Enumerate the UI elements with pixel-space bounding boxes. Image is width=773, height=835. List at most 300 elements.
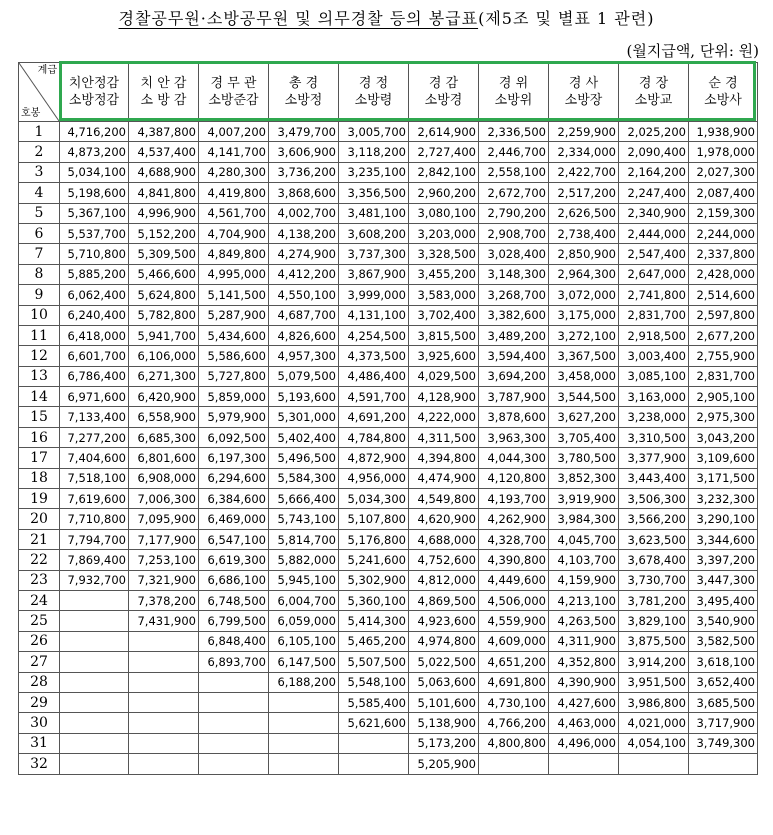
salary-cell: 4,103,700	[549, 550, 619, 570]
salary-cell: 3,118,200	[339, 142, 409, 162]
table-row	[19, 223, 758, 243]
salary-cell: 3,705,400	[549, 427, 619, 447]
step-number: 13	[19, 366, 60, 386]
step-number: 11	[19, 325, 60, 345]
salary-cell: 6,384,600	[199, 489, 269, 509]
salary-cell: 2,027,300	[689, 162, 758, 182]
salary-cell: 4,691,800	[479, 672, 549, 692]
salary-cell: 4,841,800	[129, 183, 199, 203]
rank-header-1	[60, 63, 129, 122]
salary-cell: 2,025,200	[619, 122, 689, 142]
salary-cell: 3,080,100	[409, 203, 479, 223]
salary-cell: 6,294,600	[199, 468, 269, 488]
salary-cell: 5,882,000	[269, 550, 339, 570]
rank-header-7	[479, 63, 549, 122]
salary-cell: 5,141,500	[199, 285, 269, 305]
salary-cell: 3,382,600	[479, 305, 549, 325]
title-main: 경찰공무원·소방공무원 및 의무경찰 등의 봉급표	[118, 9, 479, 28]
salary-cell: 2,514,600	[689, 285, 758, 305]
salary-cell: 4,328,700	[479, 529, 549, 549]
salary-cell: 2,908,700	[479, 223, 549, 243]
salary-cell: 4,373,500	[339, 346, 409, 366]
salary-cell: 6,062,400	[60, 285, 129, 305]
salary-cell: 4,390,800	[479, 550, 549, 570]
salary-cell: 5,666,400	[269, 489, 339, 509]
salary-cell: 3,171,500	[689, 468, 758, 488]
fire-rank-label: 소방교	[634, 93, 673, 108]
salary-cell: 3,310,500	[619, 427, 689, 447]
police-rank-label: 경 무 관	[210, 76, 257, 91]
salary-cell: 5,945,100	[269, 570, 339, 590]
salary-cell: 5,367,100	[60, 203, 129, 223]
salary-cell	[129, 672, 199, 692]
salary-cell: 2,087,400	[689, 183, 758, 203]
salary-cell: 6,908,000	[129, 468, 199, 488]
salary-cell: 3,730,700	[619, 570, 689, 590]
salary-cell: 4,869,500	[409, 590, 479, 610]
salary-cell: 6,418,000	[60, 325, 129, 345]
table-row	[19, 652, 758, 672]
salary-cell: 6,619,300	[199, 550, 269, 570]
table-row	[19, 244, 758, 264]
salary-cell: 4,812,000	[409, 570, 479, 590]
salary-cell: 3,787,900	[479, 387, 549, 407]
salary-cell: 5,301,000	[269, 407, 339, 427]
salary-cell: 7,378,200	[129, 590, 199, 610]
salary-cell: 4,496,000	[549, 733, 619, 753]
salary-cell	[60, 754, 129, 774]
salary-cell: 3,540,900	[689, 611, 758, 631]
salary-cell: 2,672,700	[479, 183, 549, 203]
step-number: 23	[19, 570, 60, 590]
salary-cell: 4,766,200	[479, 713, 549, 733]
salary-cell: 7,619,600	[60, 489, 129, 509]
step-number: 27	[19, 652, 60, 672]
step-number: 4	[19, 183, 60, 203]
step-number: 22	[19, 550, 60, 570]
salary-cell: 6,240,400	[60, 305, 129, 325]
salary-cell	[60, 611, 129, 631]
salary-cell: 2,558,100	[479, 162, 549, 182]
salary-cell: 3,003,400	[619, 346, 689, 366]
salary-cell: 5,302,900	[339, 570, 409, 590]
salary-cell: 4,141,700	[199, 142, 269, 162]
table-row	[19, 509, 758, 529]
salary-cell: 7,869,400	[60, 550, 129, 570]
salary-cell: 7,932,700	[60, 570, 129, 590]
step-number: 29	[19, 692, 60, 712]
table-row	[19, 407, 758, 427]
salary-cell: 3,566,200	[619, 509, 689, 529]
salary-cell: 7,177,900	[129, 529, 199, 549]
salary-cell: 3,367,500	[549, 346, 619, 366]
salary-cell: 4,956,000	[339, 468, 409, 488]
salary-cell: 2,090,400	[619, 142, 689, 162]
salary-cell: 6,105,100	[269, 631, 339, 651]
salary-cell: 4,394,800	[409, 448, 479, 468]
salary-cell: 4,549,800	[409, 489, 479, 509]
salary-cell: 3,914,200	[619, 652, 689, 672]
salary-cell: 6,547,100	[199, 529, 269, 549]
table-row	[19, 611, 758, 631]
salary-cell: 3,235,100	[339, 162, 409, 182]
step-number: 19	[19, 489, 60, 509]
salary-cell: 4,957,300	[269, 346, 339, 366]
salary-cell: 5,287,900	[199, 305, 269, 325]
salary-cell	[60, 652, 129, 672]
table-row	[19, 122, 758, 142]
salary-cell: 3,623,500	[619, 529, 689, 549]
salary-cell: 4,193,700	[479, 489, 549, 509]
salary-cell	[129, 754, 199, 774]
salary-cell: 1,978,000	[689, 142, 758, 162]
salary-cell: 3,506,300	[619, 489, 689, 509]
salary-cell: 2,741,800	[619, 285, 689, 305]
salary-cell: 2,159,300	[689, 203, 758, 223]
salary-cell: 3,984,300	[549, 509, 619, 529]
fire-rank-label: 소방준감	[208, 93, 259, 108]
salary-cell: 3,479,700	[269, 122, 339, 142]
salary-cell: 5,782,800	[129, 305, 199, 325]
salary-cell: 3,489,200	[479, 325, 549, 345]
salary-cell: 3,397,200	[689, 550, 758, 570]
salary-cell: 3,749,300	[689, 733, 758, 753]
step-number: 24	[19, 590, 60, 610]
salary-cell: 5,034,300	[339, 489, 409, 509]
salary-cell	[129, 652, 199, 672]
salary-cell: 2,626,500	[549, 203, 619, 223]
salary-cell	[199, 733, 269, 753]
salary-cell: 5,079,500	[269, 366, 339, 386]
step-number: 30	[19, 713, 60, 733]
salary-cell	[549, 754, 619, 774]
table-row	[19, 264, 758, 284]
salary-cell	[129, 733, 199, 753]
salary-cell	[60, 713, 129, 733]
salary-cell: 4,506,000	[479, 590, 549, 610]
salary-cell: 6,799,500	[199, 611, 269, 631]
salary-cell: 3,867,900	[339, 264, 409, 284]
rank-header-6	[409, 63, 479, 122]
table-row	[19, 489, 758, 509]
salary-cell: 4,784,800	[339, 427, 409, 447]
salary-cell: 5,979,900	[199, 407, 269, 427]
salary-cell: 2,446,700	[479, 142, 549, 162]
salary-cell	[129, 692, 199, 712]
salary-cell: 7,518,100	[60, 468, 129, 488]
table-body	[19, 122, 758, 775]
salary-cell: 2,964,300	[549, 264, 619, 284]
salary-cell: 2,614,900	[409, 122, 479, 142]
salary-cell: 3,594,400	[479, 346, 549, 366]
salary-cell: 4,872,900	[339, 448, 409, 468]
salary-cell: 3,737,300	[339, 244, 409, 264]
salary-cell: 4,138,200	[269, 223, 339, 243]
salary-cell: 4,045,700	[549, 529, 619, 549]
salary-cell: 4,849,800	[199, 244, 269, 264]
salary-cell: 4,311,900	[549, 631, 619, 651]
salary-cell: 6,801,600	[129, 448, 199, 468]
step-number: 8	[19, 264, 60, 284]
rank-header-3	[199, 63, 269, 122]
table-row	[19, 692, 758, 712]
table-row	[19, 754, 758, 774]
salary-cell	[199, 692, 269, 712]
salary-cell: 2,259,900	[549, 122, 619, 142]
salary-cell: 3,085,100	[619, 366, 689, 386]
salary-cell: 3,582,500	[689, 631, 758, 651]
salary-cell	[60, 590, 129, 610]
table-row	[19, 468, 758, 488]
step-number: 3	[19, 162, 60, 182]
salary-cell: 4,704,900	[199, 223, 269, 243]
salary-cell: 3,986,800	[619, 692, 689, 712]
salary-cell: 4,263,500	[549, 611, 619, 631]
table-row	[19, 346, 758, 366]
salary-cell: 2,842,100	[409, 162, 479, 182]
salary-cell: 2,975,300	[689, 407, 758, 427]
salary-cell: 4,463,000	[549, 713, 619, 733]
salary-cell: 5,885,200	[60, 264, 129, 284]
salary-cell: 2,727,400	[409, 142, 479, 162]
salary-cell: 2,597,800	[689, 305, 758, 325]
rank-header-2	[129, 63, 199, 122]
salary-cell	[60, 692, 129, 712]
step-number: 10	[19, 305, 60, 325]
police-rank-label: 경 위	[498, 76, 529, 91]
salary-cell: 5,624,800	[129, 285, 199, 305]
salary-cell: 3,481,100	[339, 203, 409, 223]
salary-cell	[60, 733, 129, 753]
salary-cell: 3,109,600	[689, 448, 758, 468]
fire-rank-label: 소방정	[284, 93, 323, 108]
police-rank-label: 경 정	[358, 76, 389, 91]
salary-cell: 4,609,000	[479, 631, 549, 651]
salary-cell: 3,685,500	[689, 692, 758, 712]
salary-cell	[339, 733, 409, 753]
step-number: 31	[19, 733, 60, 753]
salary-cell	[269, 713, 339, 733]
salary-cell: 5,507,500	[339, 652, 409, 672]
salary-cell: 3,232,300	[689, 489, 758, 509]
salary-cell: 4,826,600	[269, 325, 339, 345]
salary-cell: 7,431,900	[129, 611, 199, 631]
salary-cell: 4,352,800	[549, 652, 619, 672]
salary-cell: 2,677,200	[689, 325, 758, 345]
table-row	[19, 162, 758, 182]
salary-cell	[689, 754, 758, 774]
salary-cell: 4,974,800	[409, 631, 479, 651]
salary-cell: 2,337,800	[689, 244, 758, 264]
police-rank-label: 치 안 감	[140, 76, 187, 91]
salary-cell: 4,559,900	[479, 611, 549, 631]
salary-cell: 3,875,500	[619, 631, 689, 651]
salary-cell: 6,188,200	[269, 672, 339, 692]
salary-cell: 2,831,700	[619, 305, 689, 325]
step-number: 17	[19, 448, 60, 468]
salary-cell: 4,923,600	[409, 611, 479, 631]
salary-cell: 2,422,700	[549, 162, 619, 182]
step-number: 5	[19, 203, 60, 223]
salary-cell: 2,247,400	[619, 183, 689, 203]
salary-cell: 5,466,600	[129, 264, 199, 284]
table-row	[19, 305, 758, 325]
step-number: 28	[19, 672, 60, 692]
salary-cell: 3,919,900	[549, 489, 619, 509]
salary-cell: 4,550,100	[269, 285, 339, 305]
corner-cell	[19, 63, 60, 122]
salary-cell: 4,486,400	[339, 366, 409, 386]
salary-cell: 5,941,700	[129, 325, 199, 345]
salary-cell: 3,043,200	[689, 427, 758, 447]
table-row	[19, 142, 758, 162]
salary-cell: 5,205,900	[409, 754, 479, 774]
salary-cell: 2,790,200	[479, 203, 549, 223]
table-row	[19, 387, 758, 407]
title-reference: (제5조 및 별표 1 관련)	[478, 9, 655, 28]
salary-cell: 4,449,600	[479, 570, 549, 590]
salary-cell: 4,387,800	[129, 122, 199, 142]
salary-table	[18, 62, 758, 775]
salary-cell: 7,006,300	[129, 489, 199, 509]
salary-cell	[199, 713, 269, 733]
salary-cell: 4,561,700	[199, 203, 269, 223]
table-row	[19, 631, 758, 651]
salary-cell: 4,688,000	[409, 529, 479, 549]
salary-cell: 2,960,200	[409, 183, 479, 203]
step-number: 6	[19, 223, 60, 243]
salary-cell	[269, 692, 339, 712]
salary-cell: 4,274,900	[269, 244, 339, 264]
salary-cell: 5,138,900	[409, 713, 479, 733]
salary-cell: 4,427,600	[549, 692, 619, 712]
salary-cell: 5,584,300	[269, 468, 339, 488]
salary-cell: 3,717,900	[689, 713, 758, 733]
salary-cell: 4,873,200	[60, 142, 129, 162]
salary-cell: 7,133,400	[60, 407, 129, 427]
salary-cell: 2,340,900	[619, 203, 689, 223]
salary-cell: 3,963,300	[479, 427, 549, 447]
police-rank-label: 순 경	[708, 76, 738, 91]
salary-cell: 3,455,200	[409, 264, 479, 284]
salary-cell: 5,309,500	[129, 244, 199, 264]
salary-cell: 7,710,800	[60, 509, 129, 529]
salary-cell: 4,752,600	[409, 550, 479, 570]
salary-cell: 2,831,700	[689, 366, 758, 386]
salary-cell: 4,716,200	[60, 122, 129, 142]
salary-cell: 4,128,900	[409, 387, 479, 407]
salary-cell: 7,794,700	[60, 529, 129, 549]
step-number: 16	[19, 427, 60, 447]
table-row	[19, 672, 758, 692]
step-number: 26	[19, 631, 60, 651]
police-rank-label: 치안정감	[68, 76, 120, 91]
salary-cell: 4,254,500	[339, 325, 409, 345]
salary-cell: 5,621,600	[339, 713, 409, 733]
salary-cell: 6,059,000	[269, 611, 339, 631]
salary-cell: 5,152,200	[129, 223, 199, 243]
salary-cell: 7,321,900	[129, 570, 199, 590]
police-rank-label: 경 감	[428, 76, 459, 91]
salary-cell: 5,710,800	[60, 244, 129, 264]
salary-cell: 5,585,400	[339, 692, 409, 712]
salary-cell: 6,106,000	[129, 346, 199, 366]
salary-cell: 3,268,700	[479, 285, 549, 305]
salary-cell: 3,627,200	[549, 407, 619, 427]
fire-rank-label: 소방령	[354, 93, 393, 108]
salary-cell: 6,786,400	[60, 366, 129, 386]
salary-cell: 3,852,300	[549, 468, 619, 488]
salary-cell	[339, 754, 409, 774]
salary-cell: 5,063,600	[409, 672, 479, 692]
salary-cell: 5,548,100	[339, 672, 409, 692]
fire-rank-label: 소 방 감	[140, 93, 187, 108]
salary-cell: 4,412,200	[269, 264, 339, 284]
salary-cell: 5,360,100	[339, 590, 409, 610]
salary-cell: 5,414,300	[339, 611, 409, 631]
police-rank-label: 총 경	[288, 76, 319, 91]
salary-cell: 4,996,900	[129, 203, 199, 223]
header-row	[19, 63, 758, 122]
salary-cell: 4,800,800	[479, 733, 549, 753]
salary-cell	[479, 754, 549, 774]
table-row	[19, 733, 758, 753]
table-row	[19, 448, 758, 468]
table-row	[19, 285, 758, 305]
salary-cell: 5,022,500	[409, 652, 479, 672]
salary-cell: 3,272,100	[549, 325, 619, 345]
document-title	[0, 6, 773, 29]
salary-cell: 2,755,900	[689, 346, 758, 366]
salary-cell: 4,687,700	[269, 305, 339, 325]
salary-cell: 5,107,800	[339, 509, 409, 529]
salary-cell: 6,469,000	[199, 509, 269, 529]
salary-cell: 6,601,700	[60, 346, 129, 366]
salary-cell: 1,938,900	[689, 122, 758, 142]
rank-header-9	[619, 63, 689, 122]
salary-cell: 5,465,200	[339, 631, 409, 651]
salary-cell: 3,618,100	[689, 652, 758, 672]
salary-cell: 3,344,600	[689, 529, 758, 549]
salary-cell	[60, 672, 129, 692]
step-number: 20	[19, 509, 60, 529]
fire-rank-label: 소방정감	[68, 93, 120, 108]
unit-note: (월지급액, 단위: 원)	[626, 42, 759, 60]
table-row	[19, 570, 758, 590]
police-rank-label: 경 사	[568, 76, 599, 91]
salary-cell: 3,999,000	[339, 285, 409, 305]
step-number: 12	[19, 346, 60, 366]
salary-cell: 6,147,500	[269, 652, 339, 672]
salary-cell: 3,203,000	[409, 223, 479, 243]
salary-cell: 6,685,300	[129, 427, 199, 447]
salary-cell: 2,905,100	[689, 387, 758, 407]
rank-header-8	[549, 63, 619, 122]
salary-cell: 3,608,200	[339, 223, 409, 243]
table-row	[19, 325, 758, 345]
salary-cell: 4,029,500	[409, 366, 479, 386]
salary-cell: 3,458,000	[549, 366, 619, 386]
salary-cell: 5,101,600	[409, 692, 479, 712]
salary-cell: 4,044,300	[479, 448, 549, 468]
salary-cell: 6,558,900	[129, 407, 199, 427]
table-row	[19, 183, 758, 203]
salary-cell: 3,652,400	[689, 672, 758, 692]
salary-cell: 5,173,200	[409, 733, 479, 753]
salary-cell: 4,419,800	[199, 183, 269, 203]
salary-cell: 4,730,100	[479, 692, 549, 712]
salary-cell: 2,850,900	[549, 244, 619, 264]
